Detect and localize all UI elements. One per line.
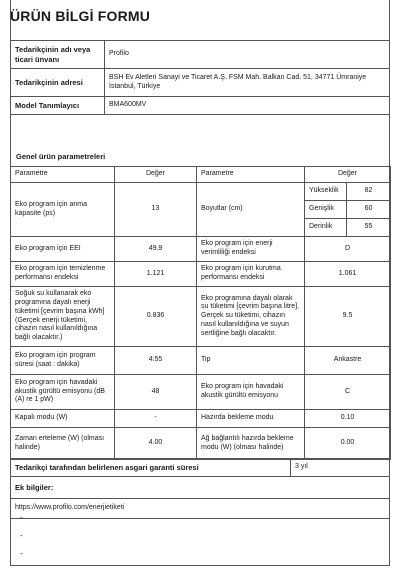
program-duration-label: Eko program için program süresi (saat : dakika) (11, 347, 115, 375)
dimensions-label: Boyutlar (cm) (197, 183, 305, 237)
performance-row (11, 262, 391, 287)
form-title: ÜRÜN BİLGİ FORMU (10, 8, 151, 24)
supplier-address-row (11, 69, 390, 97)
drying-index-value: 1.061 (305, 262, 391, 287)
noise-label: Eko program için havadaki akustik gürültü emisyonu (dB (A) re 1 pW) (11, 375, 115, 410)
height-value: 82 (347, 183, 391, 201)
networked-standby-label: Ağ bağlantılı hazırda bekleme modu (W) (olması halinde) (197, 428, 305, 460)
energy-consumption-value: 0.836 (115, 287, 197, 347)
supplier-address-label: Tedarikçinin adresi (11, 69, 105, 97)
noise-value: 48 (115, 375, 197, 410)
program-duration-value: 4:55 (115, 347, 197, 375)
water-consumption-label: Eko programına dayalı olarak su tüketimi [çevrim başına litre]. Gerçek su tüketimi, cihazın nasıl kullanıldığına ve suyun sertliğine bağlı olacaktır. (197, 287, 305, 347)
model-value: BMA600MV (105, 97, 390, 115)
warranty-row (11, 459, 390, 477)
delay-row (11, 428, 391, 460)
param-header-1: Parametre (11, 167, 115, 183)
additional-dash-1: - (20, 513, 23, 522)
eei-label: Eko program için EEI (11, 237, 115, 262)
noise-row (11, 375, 391, 410)
noise-class-value: C (305, 375, 391, 410)
warranty-value: 3 yıl (291, 459, 390, 477)
energy-class-value: D (305, 237, 391, 262)
type-value: Ankastre (305, 347, 391, 375)
additional-dash-2: - (20, 531, 23, 540)
general-parameters-heading: Genel ürün parametreleri (10, 148, 390, 166)
supplier-table (10, 40, 390, 115)
supplier-name-value: Profilo (105, 41, 390, 69)
duration-row (11, 347, 391, 375)
model-label: Model Tanımlayıcı (11, 97, 105, 115)
parameters-table (10, 166, 391, 460)
energy-class-label: Eko program için enerji verimliliği endeksi (197, 237, 305, 262)
type-label: Tip (197, 347, 305, 375)
depth-label: Derinlik (305, 219, 347, 237)
additional-title-row (11, 477, 390, 499)
width-value: 60 (347, 201, 391, 219)
off-mode-label: Kapalı modu (W) (11, 410, 115, 428)
capacity-row (11, 183, 391, 201)
capacity-label: Eko program için anma kapasite (ps) (11, 183, 115, 237)
supplier-name-label: Tedarikçinin adı veya ticari ünvanı (11, 41, 105, 69)
networked-standby-value: 0.00 (305, 428, 391, 460)
standby-row (11, 410, 391, 428)
standby-value: 0.10 (305, 410, 391, 428)
width-label: Genişlik (305, 201, 347, 219)
value-header-1: Değer (115, 167, 197, 183)
additional-link-row (11, 499, 390, 519)
energy-label-link[interactable]: https://www.profilo.com/enerjietiketi (11, 499, 390, 519)
param-header-2: Parametre (197, 167, 305, 183)
delay-start-value: 4.00 (115, 428, 197, 460)
cleaning-index-label: Eko program için temizlenme performansı endeksi (11, 262, 115, 287)
additional-info-title: Ek bilgiler: (11, 477, 390, 499)
additional-info-table (10, 476, 390, 519)
warranty-label: Tedarikçi tarafından belirlenen asgari garanti süresi (11, 459, 291, 477)
energy-consumption-label: Soğuk su kullanarak eko programına dayalı enerji tüketimi [çevrim başına kWh] (Gerçek enerji tüketimi, cihazın nasıl kullanıldığına bağlı olacaktır.) (11, 287, 115, 347)
capacity-value: 13 (115, 183, 197, 237)
height-label: Yükseklik (305, 183, 347, 201)
water-consumption-value: 9.5 (305, 287, 391, 347)
model-row (11, 97, 390, 115)
additional-dash-3: - (20, 549, 23, 558)
cleaning-index-value: 1.121 (115, 262, 197, 287)
supplier-name-row (11, 41, 390, 69)
eei-row (11, 237, 391, 262)
supplier-address-value: BSH Ev Aletleri Sanayi ve Ticaret A.Ş. FSM Mah. Balkan Cad. 51, 34771 Ümraniye İstanbul, Türkiye (105, 69, 390, 97)
depth-value: 55 (347, 219, 391, 237)
eei-value: 49.9 (115, 237, 197, 262)
noise-class-label: Eko program için havadaki akustik gürültü emisyonu (197, 375, 305, 410)
parameters-header-row (11, 167, 391, 183)
consumption-row (11, 287, 391, 347)
standby-label: Hazırda bekleme modu (197, 410, 305, 428)
off-mode-value: - (115, 410, 197, 428)
delay-start-label: Zaman erteleme (W) (olması halinde) (11, 428, 115, 460)
drying-index-label: Eko program için kurutma performansı endeksi (197, 262, 305, 287)
value-header-2: Değer (305, 167, 391, 183)
warranty-table (10, 458, 390, 477)
